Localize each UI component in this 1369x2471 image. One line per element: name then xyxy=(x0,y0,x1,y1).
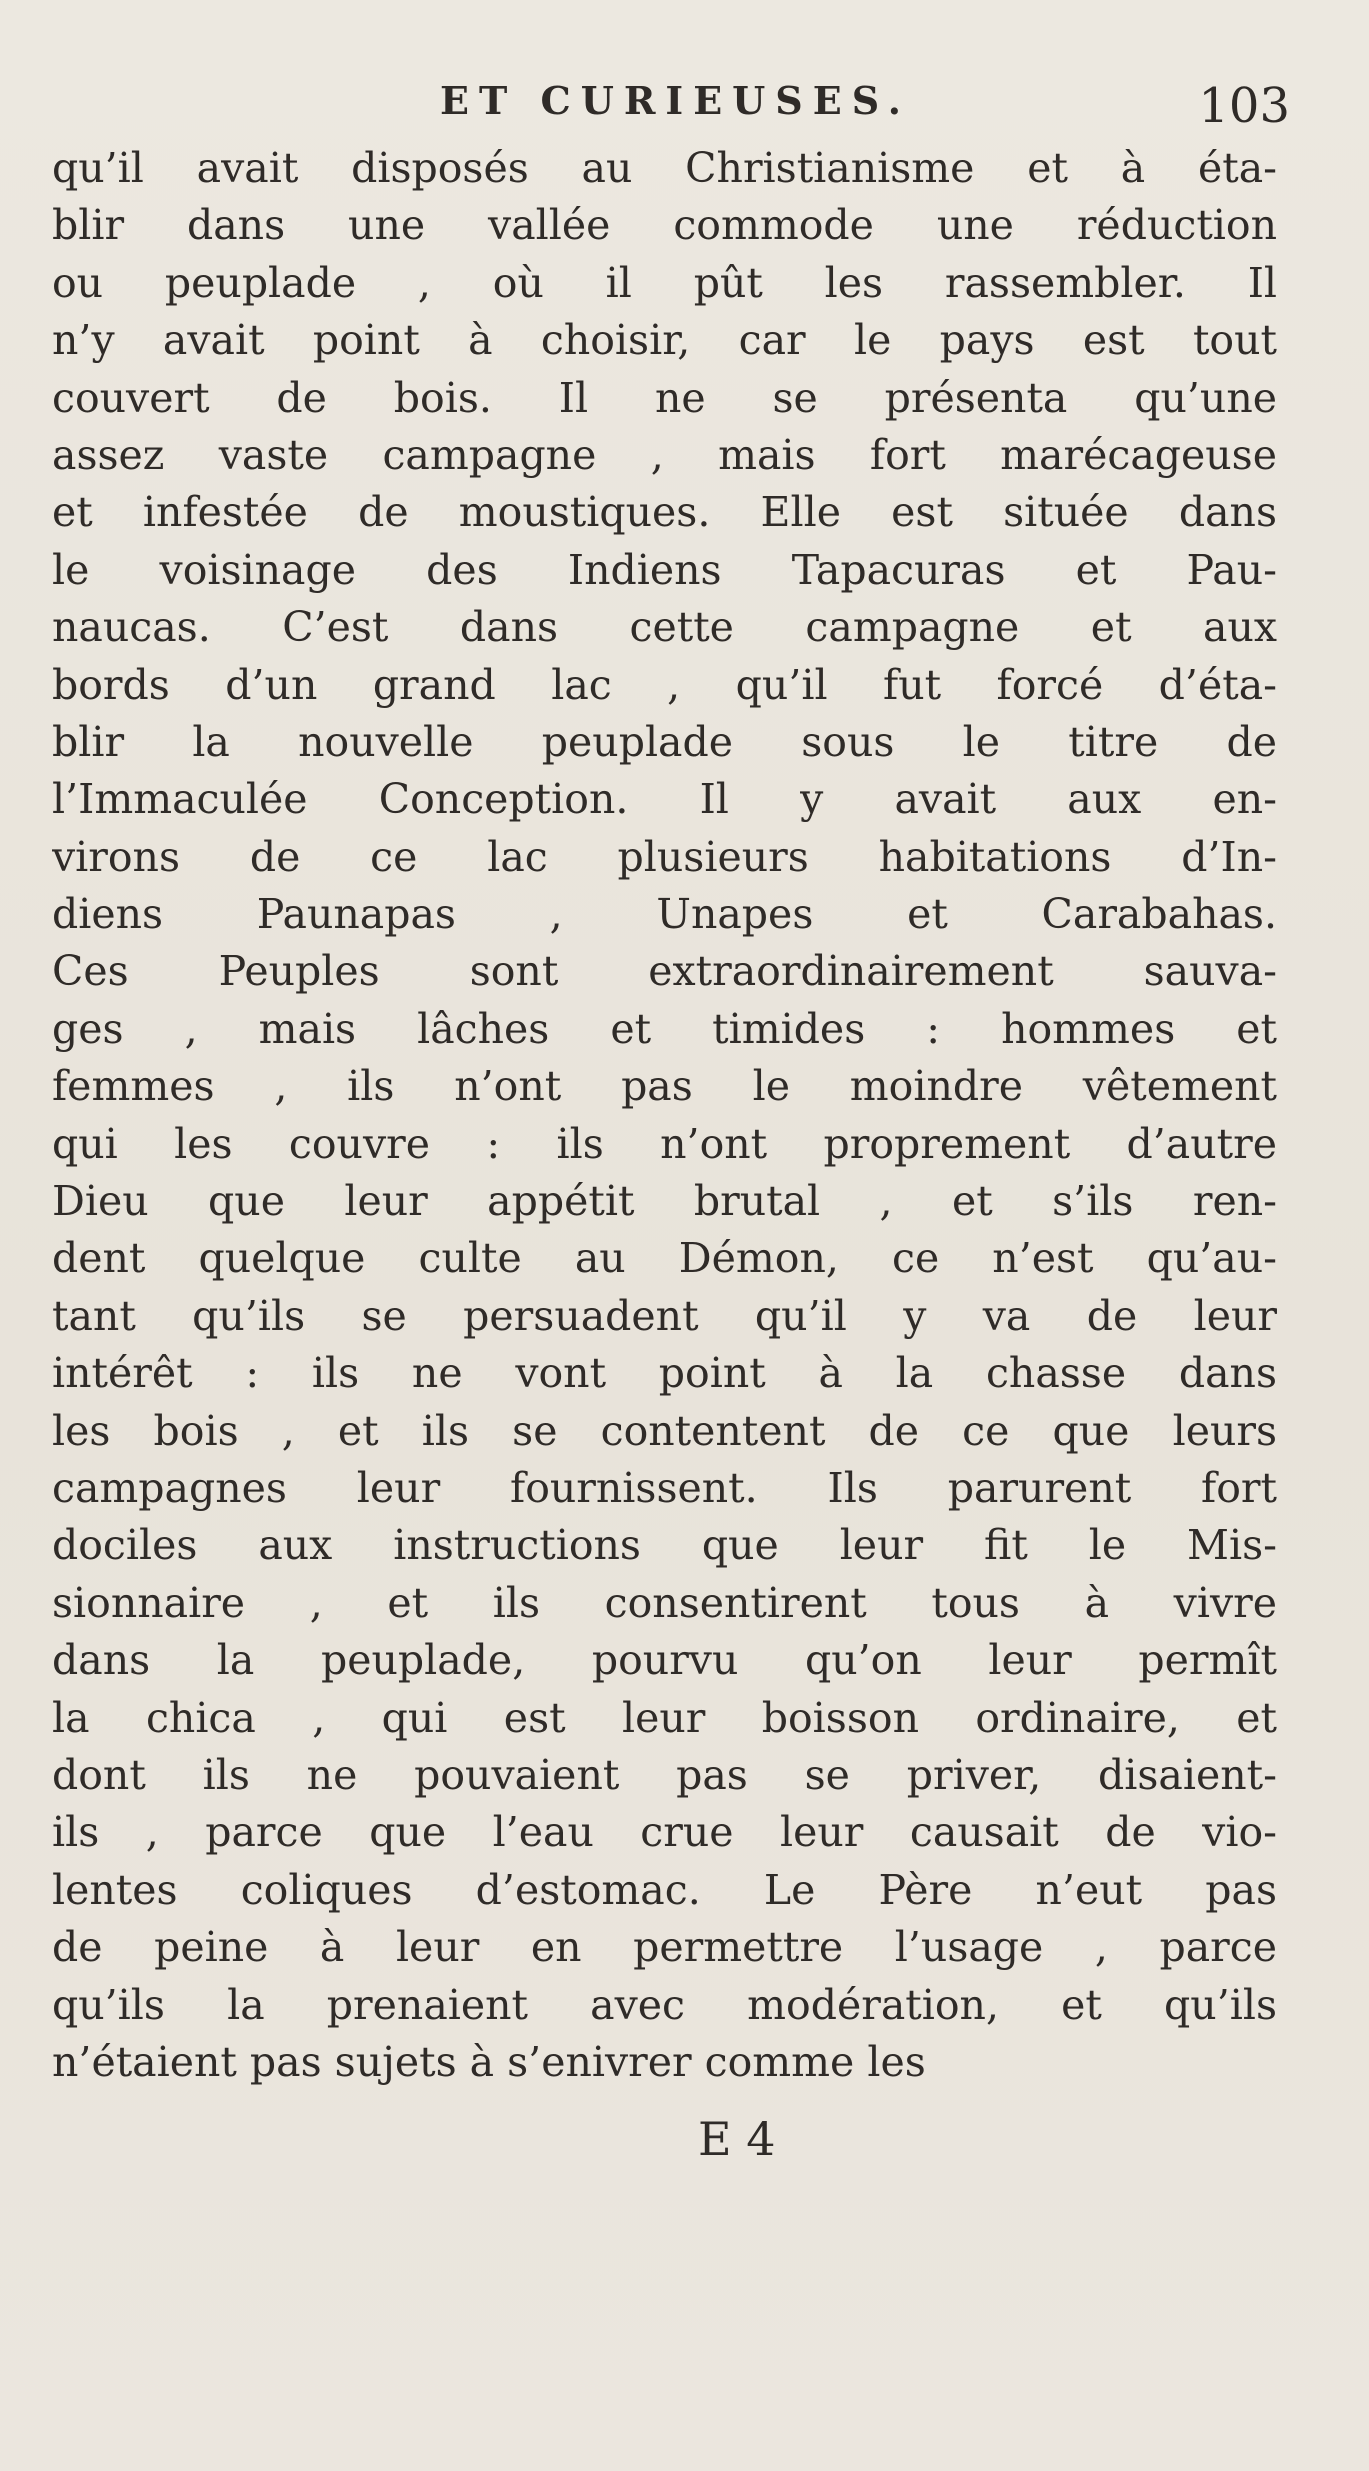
text-line: naucas. C’est dans cette campagne et aux xyxy=(52,603,1277,652)
running-head: ET CURIEUSES. xyxy=(440,78,912,123)
text-line: qu’ils la prenaient avec modération, et qu’ils xyxy=(52,1980,1277,2029)
text-line: n’étaient pas sujets à s’enivrer comme les xyxy=(52,2037,926,2086)
text-line: assez vaste campagne , mais fort marécageuse xyxy=(52,430,1277,479)
text-line: les bois , et ils se contentent de ce que leurs xyxy=(52,1406,1277,1455)
text-line: blir la nouvelle peuplade sous le titre de xyxy=(52,717,1277,766)
body-text xyxy=(52,140,1277,2091)
text-line: intérêt : ils ne vont point à la chasse dans xyxy=(52,1349,1277,1398)
text-line: ou peuplade , où il pût les rassembler. Il xyxy=(52,258,1277,307)
text-line: dont ils ne pouvaient pas se priver, disaient- xyxy=(52,1750,1277,1799)
text-line: Ces Peuples sont extraordinairement sauva- xyxy=(52,947,1277,996)
text-line: blir dans une vallée commode une réduction xyxy=(52,201,1277,250)
text-line: ges , mais lâches et timides : hommes et xyxy=(52,1004,1277,1053)
text-line: tant qu’ils se persuadent qu’il y va de leur xyxy=(52,1291,1277,1340)
text-line: ils , parce que l’eau crue leur causait de vio- xyxy=(52,1808,1277,1857)
text-line: dociles aux instructions que leur fit le Mis- xyxy=(52,1521,1277,1570)
text-line: et infestée de moustiques. Elle est située dans xyxy=(52,488,1277,537)
text-line: le voisinage des Indiens Tapacuras et Pau- xyxy=(52,545,1277,594)
text-line: n’y avait point à choisir, car le pays est tout xyxy=(52,316,1277,365)
text-line: lentes coliques d’estomac. Le Père n’eut pas xyxy=(52,1865,1277,1914)
text-line: diens Paunapas , Unapes et Carabahas. xyxy=(52,890,1277,939)
text-line: couvert de bois. Il ne se présenta qu’une xyxy=(52,373,1277,422)
text-line: dent quelque culte au Démon, ce n’est qu’au- xyxy=(52,1234,1277,1283)
text-line: de peine à leur en permettre l’usage , parce xyxy=(52,1923,1277,1972)
page-number: 103 xyxy=(1198,78,1290,134)
text-line: l’Immaculée Conception. Il y avait aux en- xyxy=(52,775,1277,824)
page-header xyxy=(440,78,1290,138)
text-line: sionnaire , et ils consentirent tous à vivre xyxy=(52,1578,1277,1627)
text-line: femmes , ils n’ont pas le moindre vêtement xyxy=(52,1062,1277,1111)
text-line: dans la peuplade, pourvu qu’on leur permît xyxy=(52,1636,1277,1685)
signature-mark: E 4 xyxy=(698,2112,776,2166)
text-line: virons de ce lac plusieurs habitations d’In- xyxy=(52,832,1277,881)
text-line: la chica , qui est leur boisson ordinaire, et xyxy=(52,1693,1277,1742)
text-line: qui les couvre : ils n’ont proprement d’autre xyxy=(52,1119,1277,1168)
text-line: Dieu que leur appétit brutal , et s’ils ren- xyxy=(52,1177,1277,1226)
text-line: bords d’un grand lac , qu’il fut forcé d’éta- xyxy=(52,660,1277,709)
text-line: qu’il avait disposés au Christianisme et à éta- xyxy=(52,144,1277,192)
text-line: campagnes leur fournissent. Ils parurent fort xyxy=(52,1463,1277,1512)
